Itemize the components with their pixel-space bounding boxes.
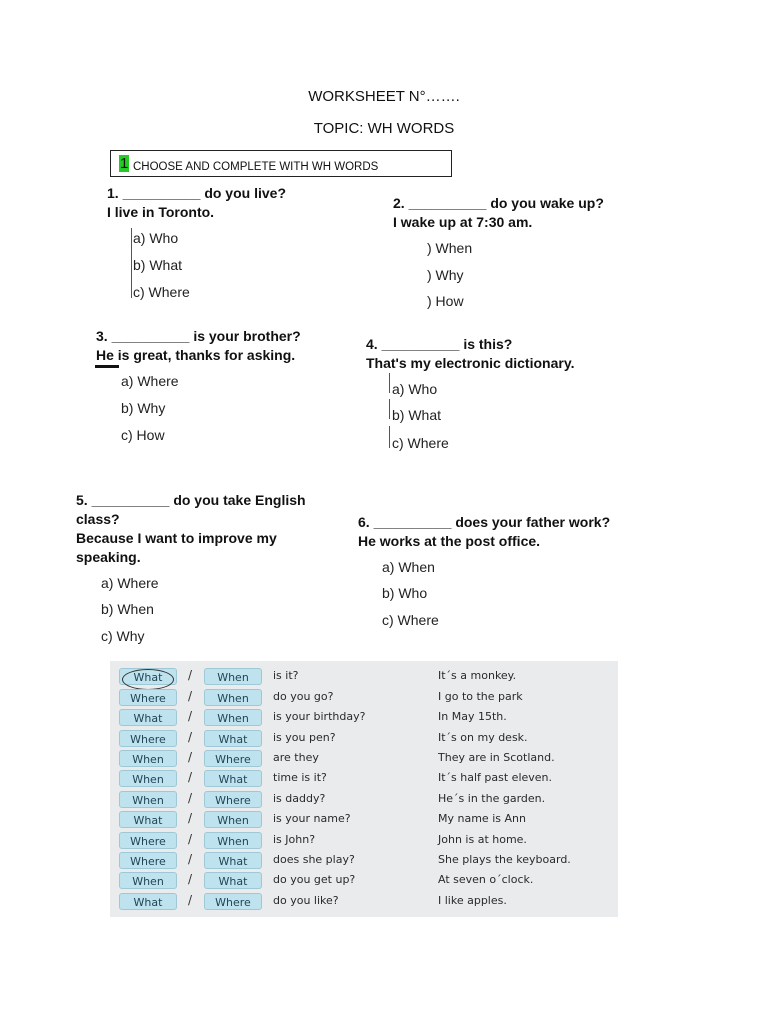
question-fragment: is it? (273, 669, 299, 682)
exercise-row (110, 870, 618, 890)
option-bracket (389, 399, 390, 419)
choice-a[interactable]: Where (119, 689, 177, 706)
slash: / (188, 791, 193, 805)
question-text: 1. __________ do you live? (107, 185, 286, 201)
choice-b[interactable]: What (204, 872, 262, 889)
choice-b[interactable]: Where (204, 791, 262, 808)
answer-text: He works at the post office. (358, 533, 541, 549)
choice-a[interactable]: When (119, 791, 177, 808)
option[interactable]: b) What (133, 257, 183, 273)
slash: / (188, 668, 193, 682)
question-fragment: time is it? (273, 771, 327, 784)
question-fragment: do you go? (273, 690, 334, 703)
slash: / (188, 689, 193, 703)
answer-text: He is great, thanks for asking. (96, 347, 296, 363)
answer-sentence: My name is Ann (438, 812, 526, 825)
slash: / (188, 750, 193, 764)
option[interactable]: a) Who (133, 230, 179, 246)
answer-sentence: At seven o´clock. (438, 873, 534, 886)
choice-b[interactable]: When (204, 832, 262, 849)
exercise-row (110, 830, 618, 850)
choice-b[interactable]: What (204, 852, 262, 869)
option[interactable]: ) How (427, 293, 464, 309)
choice-b[interactable]: When (204, 668, 262, 685)
exercise-row (110, 728, 618, 748)
choice-b[interactable]: When (204, 811, 262, 828)
choice-b[interactable]: Where (204, 750, 262, 767)
exercise-row (110, 850, 618, 870)
section-number: 1 (120, 155, 129, 172)
answer-sentence: John is at home. (438, 833, 527, 846)
choice-a[interactable]: When (119, 770, 177, 787)
option[interactable]: a) Where (101, 575, 159, 591)
option[interactable]: ) When (427, 240, 473, 256)
option[interactable]: b) What (392, 407, 442, 423)
choice-a[interactable]: Where (119, 832, 177, 849)
answer-text: I wake up at 7:30 am. (393, 214, 533, 230)
answer-sentence: It´s on my desk. (438, 731, 528, 744)
option-bracket (389, 426, 390, 448)
choice-b[interactable]: Where (204, 893, 262, 910)
option[interactable]: ) Why (427, 267, 464, 283)
question-fragment: do you like? (273, 894, 339, 907)
question-text: 3. __________ is your brother? (96, 328, 301, 344)
question-fragment: does she play? (273, 853, 355, 866)
slash: / (188, 832, 193, 846)
choice-b[interactable]: When (204, 709, 262, 726)
option[interactable]: c) Why (101, 628, 145, 644)
answer-sentence: She plays the keyboard. (438, 853, 571, 866)
section-instruction: CHOOSE AND COMPLETE WITH WH WORDS (133, 161, 379, 173)
option[interactable]: c) Where (392, 435, 449, 451)
exercise-row (110, 789, 618, 809)
answer-text-cont: speaking. (76, 549, 141, 565)
option[interactable]: a) When (382, 559, 435, 575)
answer-sentence: It´s a monkey. (438, 669, 517, 682)
topic-title: TOPIC: WH WORDS (313, 120, 455, 137)
slash: / (188, 811, 193, 825)
slash: / (188, 852, 193, 866)
worksheet-title: WORKSHEET N°……. (308, 88, 460, 105)
question-fragment: is your name? (273, 812, 351, 825)
option[interactable]: c) Where (133, 284, 190, 300)
answer-sentence: It´s half past eleven. (438, 771, 553, 784)
answer-sentence: I go to the park (438, 690, 523, 703)
answer-text: That's my electronic dictionary. (366, 355, 575, 371)
question-fragment: is your birthday? (273, 710, 366, 723)
choice-b[interactable]: What (204, 770, 262, 787)
option[interactable]: a) Who (392, 381, 438, 397)
exercise-row (110, 748, 618, 768)
exercise-row (110, 809, 618, 829)
answer-sentence: In May 15th. (438, 710, 507, 723)
slash: / (188, 893, 193, 907)
choice-a[interactable]: Where (119, 730, 177, 747)
choice-b[interactable]: When (204, 689, 262, 706)
slash: / (188, 872, 193, 886)
option-bracket (389, 373, 390, 393)
option[interactable]: b) Who (382, 585, 428, 601)
answer-sentence: I like apples. (438, 894, 507, 907)
exercise-row (110, 768, 618, 788)
choice-b[interactable]: What (204, 730, 262, 747)
choice-a[interactable]: When (119, 872, 177, 889)
question-fragment: is John? (273, 833, 316, 846)
section-instruction-box (110, 150, 452, 177)
exercise-row (110, 666, 618, 686)
question-fragment: are they (273, 751, 319, 764)
wh-word-exercise-panel (110, 661, 618, 917)
underline-mark (95, 365, 119, 368)
exercise-row (110, 707, 618, 727)
option[interactable]: b) Why (121, 400, 166, 416)
option[interactable]: b) When (101, 601, 154, 617)
slash: / (188, 770, 193, 784)
choice-a[interactable]: Where (119, 852, 177, 869)
question-fragment: do you get up? (273, 873, 356, 886)
option[interactable]: c) How (121, 427, 165, 443)
answer-sentence: He´s in the garden. (438, 792, 546, 805)
option-bracket (131, 228, 132, 298)
question-text: 4. __________ is this? (366, 336, 513, 352)
exercise-row (110, 891, 618, 911)
question-text-cont: class? (76, 511, 120, 527)
question-fragment: is you pen? (273, 731, 336, 744)
choice-a[interactable]: When (119, 750, 177, 767)
answer-text: I live in Toronto. (107, 204, 215, 220)
exercise-row (110, 687, 618, 707)
slash: / (188, 730, 193, 744)
question-text: 2. __________ do you wake up? (393, 195, 604, 211)
question-text: 5. __________ do you take English (76, 492, 306, 508)
slash: / (188, 709, 193, 723)
option[interactable]: a) Where (121, 373, 179, 389)
choice-a[interactable]: What (119, 811, 177, 828)
choice-a[interactable]: What (119, 668, 177, 685)
question-fragment: is daddy? (273, 792, 326, 805)
option[interactable]: c) Where (382, 612, 439, 628)
answer-text: Because I want to improve my (76, 530, 277, 546)
choice-a[interactable]: What (119, 709, 177, 726)
answer-sentence: They are in Scotland. (438, 751, 555, 764)
question-text: 6. __________ does your father work? (358, 514, 611, 530)
choice-a[interactable]: What (119, 893, 177, 910)
